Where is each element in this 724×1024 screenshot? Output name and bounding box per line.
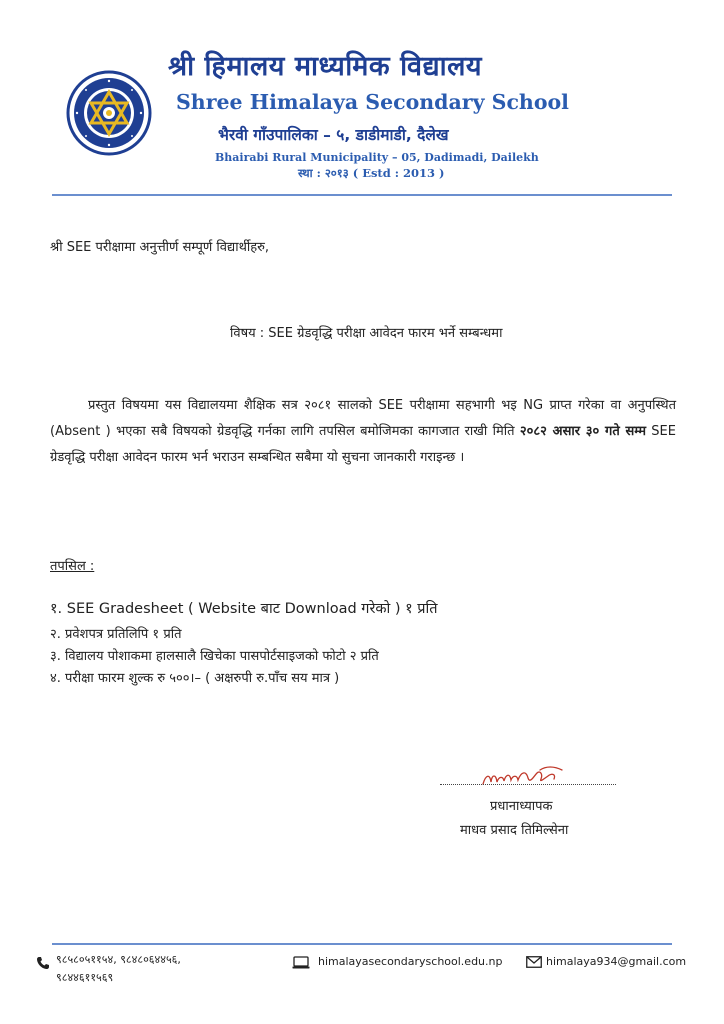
list-item: ४. परीक्षा फारम शुल्क रु ५००।– ( अक्षरुपी रु.पाँच सय मात्र ) [50,671,340,686]
computer-icon [292,956,310,969]
signatory-title: प्रधानाध्यापक [490,799,553,814]
header-divider [52,194,672,196]
phone-numbers-2: ९८४४६११५६९ [56,971,114,984]
school-name-english: Shree Himalaya Secondary School [176,90,569,114]
handwritten-signature [480,764,570,792]
school-name-nepali: श्री हिमालय माध्यमिक विद्यालय [168,51,483,82]
mail-icon [526,956,542,968]
phone-icon [36,956,50,970]
email-link[interactable]: himalaya934@gmail.com [546,955,687,968]
address-nepali: भैरवी गाँउपालिका – ५, डाडीमाडी, दैलेख [218,126,449,144]
footer-divider [52,943,672,945]
phone-numbers: ९८५८०५११५४, ९८४८०६४४५६, [56,953,181,966]
paragraph-text-1: प्रस्तुत विषयमा यस विद्यालयमा शैक्षिक सत्र २०८१ सालको SEE परीक्षामा सहभागी भइ NG प्राप्त गरेका वा अनुपस्थित (Absent ) भएका सबै विषयको ग्रेडवृद्धि गर्नका लागि तपसिल बमोजिमका कागजात राखी मिति [50,398,676,439]
details-heading: तपसिल : [50,559,95,574]
address-english: Bhairabi Rural Municipality – 05, Dadimadi, Dailekh [215,151,539,164]
established-year: स्था : २०१३ ( Estd : 2013 ) [298,166,445,180]
paragraph-text-2: SEE ग्रेडवृद्धि परीक्षा आवेदन फारम भर्न भराउन सम्बन्धित सबैमा यो सुचना जानकारी गराइन्छ । [50,424,676,465]
body-paragraph [50,393,676,471]
salutation: श्री SEE परीक्षामा अनुत्तीर्ण सम्पूर्ण विद्यार्थीहरु, [50,240,270,255]
subject-line: विषय : SEE ग्रेडवृद्धि परीक्षा आवेदन फारम भर्ने सम्बन्धमा [230,326,503,341]
signatory-name: माधव प्रसाद तिमिल्सेना [460,823,569,838]
list-item: ३. विद्यालय पोशाकमा हालसालै खिचेका पासपोर्टसाइजको फोटो २ प्रति [50,649,379,664]
website-link[interactable]: himalayasecondaryschool.edu.np [318,955,503,968]
list-item: २. प्रवेशपत्र प्रतिलिपि १ प्रति [50,627,182,642]
school-logo [66,70,152,156]
deadline-date: २०८२ असार ३० गते सम्म [519,424,646,439]
signature-line [440,784,616,785]
list-item: १. SEE Gradesheet ( Website बाट Download गरेको ) १ प्रति [50,601,438,617]
